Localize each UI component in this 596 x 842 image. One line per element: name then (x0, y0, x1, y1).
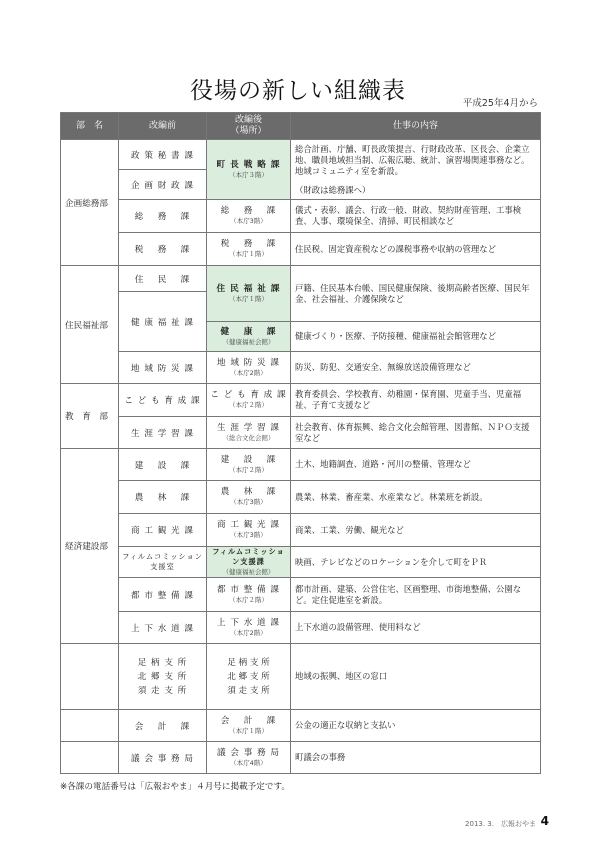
new-section (207, 417, 291, 449)
duty-description: 戸籍、住民基本台帳、国民健康保険、後期高齢者医療、国民年金、社会福祉、介護保険など (291, 266, 541, 322)
new-section-location: （本庁１階） (229, 250, 268, 258)
old-section: 住 民 課 (119, 266, 207, 292)
new-section-location: （本庁２階） (229, 465, 268, 474)
duty-description: 都市計画、建築、公営住宅、区画整理、市街地整備、公園など。定住促進室を新設。 (291, 578, 541, 612)
table-row (61, 742, 541, 774)
dept-kikaku: 企画総務部 (61, 140, 119, 266)
duty-description: 防災、防犯、交通安全、無線放送設備管理など (291, 352, 541, 384)
new-section-name: 町 長 戦 略 課 (216, 159, 281, 170)
new-section (207, 384, 291, 417)
new-section (207, 514, 291, 547)
table-row (61, 578, 541, 612)
table-row (61, 266, 541, 292)
header-new-label: 改編後 (234, 115, 262, 125)
new-section-location: （本庁3階） (230, 498, 267, 506)
new-section (207, 710, 291, 742)
old-section: 議 会 事 務 局 (119, 742, 207, 774)
page-title: 役場の新しい組織表 (190, 78, 406, 104)
new-section (207, 481, 291, 514)
duty-description: 健康づくり・医療、予防接種、健康福祉会館管理など (291, 322, 541, 352)
table-row (61, 352, 541, 384)
new-section-location: （本庁１階） (229, 294, 268, 303)
new-section-name: 健 康 課 (220, 326, 277, 337)
table-row (61, 514, 541, 547)
duty-description: 住民税、固定資産税などの課税事務や収納の管理など (291, 233, 541, 266)
new-section (207, 233, 291, 266)
duty-description: 映画、テレビなどのロケーションを介して町をＰＲ (291, 547, 541, 578)
new-section (207, 200, 291, 233)
old-branch-kitago: 北 郷 支 所 (137, 671, 188, 682)
new-section (207, 140, 291, 200)
new-section (207, 612, 291, 644)
publication-footer: 2013. 3. 広報おやま (465, 820, 536, 828)
table-row (61, 449, 541, 481)
new-section (207, 644, 291, 710)
old-section (119, 644, 207, 710)
table-row (61, 547, 541, 578)
new-section-name: 都 市 整 備 課 (217, 584, 280, 595)
new-branch-ashigara: 足 柄 支 所 (227, 657, 270, 668)
dept-jumin: 住民福祉部 (61, 266, 119, 384)
new-section (207, 578, 291, 612)
old-section: 商 工 観 光 課 (119, 514, 207, 547)
table-row (61, 612, 541, 644)
new-section-name: 建 設 課 (220, 454, 277, 465)
new-section-name: 生 涯 学 習 課 (217, 422, 280, 433)
new-section-location: （本庁3階） (230, 217, 267, 225)
old-section: 都 市 整 備 課 (119, 578, 207, 612)
duty-subnote: （財政は総務課へ） (295, 184, 371, 195)
table-row (61, 200, 541, 233)
header-old: 改編前 (119, 113, 207, 140)
header-dept: 部 名 (61, 113, 119, 140)
new-section-location: （本庁4階） (230, 758, 267, 767)
dept-kyoiku: 教 育 部 (61, 384, 119, 449)
table-header-row (61, 113, 541, 140)
old-branch-subashiri: 須 走 支 所 (137, 685, 188, 696)
dept-keizai: 経済建設部 (61, 449, 119, 644)
duty-description: 公金の適正な収納と支払い (291, 710, 541, 742)
duty-description: 地域の振興、地区の窓口 (291, 644, 541, 710)
duty-description (291, 140, 541, 200)
new-section-name: 議 会 事 務 局 (217, 747, 280, 758)
dept-empty (61, 644, 119, 710)
new-section (207, 322, 291, 352)
duty-description: 儀式・表彰、議会、行政一般、財政、契約財産管理、工事検査、人事、環境保全、清掃、町民相談など (291, 200, 541, 233)
new-branch-kitago: 北 郷 支 所 (227, 671, 270, 682)
table-row (61, 417, 541, 449)
footnote: ※各課の電話番号は「広報おやま」４月号に掲載予定です。 (60, 782, 290, 792)
new-section-location: （本庁１階） (229, 726, 268, 735)
new-section-location: （本庁2階） (230, 368, 267, 377)
new-branch-subashiri: 須 走 支 所 (227, 685, 270, 696)
old-section: 政 策 秘 書 課 (119, 140, 207, 170)
new-section-location: （健康福祉会館） (222, 568, 275, 576)
new-section-name: 税 務 課 (220, 239, 277, 249)
new-section-location: （本庁２階） (229, 401, 268, 409)
new-section (207, 266, 291, 322)
header-new (207, 113, 291, 140)
new-section-name: 上 下 水 道 課 (217, 617, 280, 628)
new-section (207, 742, 291, 774)
table-row (61, 644, 541, 710)
old-section: 農 林 課 (119, 481, 207, 514)
new-section-location: （健康福祉会館） (222, 337, 275, 346)
new-section (207, 449, 291, 481)
duty-description: 農業、林業、畜産業、水産業など。林業班を新設。 (291, 481, 541, 514)
old-section: 生 涯 学 習 課 (119, 417, 207, 449)
old-section: 会 計 課 (119, 710, 207, 742)
old-section: フィルムコミッション支援室 (119, 547, 207, 578)
duty-description: 社会教育、体育振興、総合文化会館管理、図書館、ＮＰＯ支援室など (291, 417, 541, 449)
effective-date: 平成25年4月から (462, 98, 538, 109)
new-section (207, 547, 291, 578)
new-section-name: こ ど も 育 成 課 (210, 390, 287, 400)
duty-description: 商業、工業、労働、観光など (291, 514, 541, 547)
new-section-name: 地 域 防 災 課 (217, 357, 280, 368)
new-section-name: 総 務 課 (220, 206, 277, 216)
old-section: 税 務 課 (119, 233, 207, 266)
duty-description: 上下水道の設備管理、使用料など (291, 612, 541, 644)
new-section-name: 商 工 観 光 課 (217, 520, 280, 530)
new-section-location: （本庁２階） (229, 595, 268, 604)
dept-empty (61, 742, 119, 774)
new-section-name: 会 計 課 (220, 715, 277, 726)
old-section: 地 域 防 災 課 (119, 352, 207, 384)
new-section-location: （本庁３階） (229, 170, 268, 179)
table-row (61, 140, 541, 170)
header-desc: 仕事の内容 (291, 113, 541, 140)
table-row (61, 710, 541, 742)
old-section: 上 下 水 道 課 (119, 612, 207, 644)
table-row (61, 384, 541, 417)
header-new-location: （場所） (230, 126, 267, 136)
table-row (61, 233, 541, 266)
duty-text: 総合計画、庁舗、町長政策提言、行財政改革、区長会、企業立地、職員地域担当制、広報広聴、統計、演習場関連事務など。地域コミュニティ室を新設。 (295, 143, 530, 176)
old-section: 総 務 課 (119, 200, 207, 233)
new-section-location: （本庁3階） (230, 531, 267, 539)
new-section-name: フィルムコミッション支援課 (212, 547, 285, 566)
organization-table (60, 112, 541, 774)
table-row (61, 481, 541, 514)
new-section-name: 農 林 課 (220, 487, 277, 497)
new-section-location: （総合文化会館） (222, 433, 275, 442)
dept-empty (61, 710, 119, 742)
duty-description: 教育委員会、学校教育、幼稚園・保育園、児童手当、児童福祉、子育て支援など (291, 384, 541, 417)
new-section (207, 352, 291, 384)
old-section: 建 設 課 (119, 449, 207, 481)
old-section: 企 画 財 政 課 (119, 170, 207, 200)
page-number: 4 (540, 814, 549, 828)
duty-description: 町議会の事務 (291, 742, 541, 774)
old-section: こ ど も 育 成 課 (119, 384, 207, 417)
duty-description: 土木、地籍調査、道路・河川の整備、管理など (291, 449, 541, 481)
old-branch-ashigara: 足 柄 支 所 (137, 657, 188, 668)
old-section: 健 康 福 祉 課 (119, 292, 207, 352)
new-section-name: 住 民 福 祉 課 (216, 283, 281, 294)
new-section-location: （本庁2階） (230, 628, 267, 637)
